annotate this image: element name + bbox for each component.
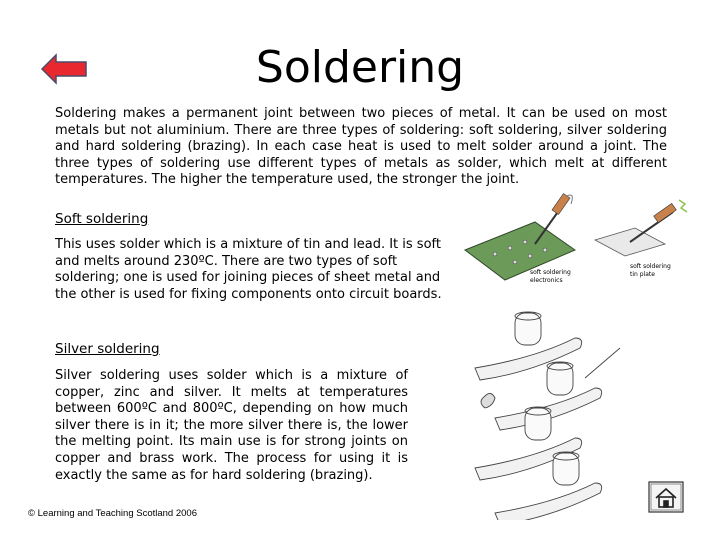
silver-soldering-illustration [455,308,655,520]
soft-label-2b: tin plate [630,271,655,278]
home-button[interactable] [648,481,684,513]
intro-paragraph: Soldering makes a permanent joint between two pieces of metal. It can be used on most metals but not aluminium. There are three types of soldering: soft soldering, silver soldering and hard soldering (brazing). In each case heat is used to melt solder around a joint. The three types of soldering use different types of metals as solder, which melt at different temperatures. The higher the temperature used, the stronger the joint. [55,106,667,188]
soft-label-1b: electronics [530,277,563,284]
soft-soldering-heading: Soft soldering [55,211,149,227]
copyright-notice: © Learning and Teaching Scotland 2006 [28,508,197,519]
soft-soldering-text: This uses solder which is a mixture of tin and lead. It is soft and melts around 230ºC. There are two types of soft soldering; one is used for joining pieces of sheet metal and the other is used for fixing components onto circuit boards. [55,237,442,302]
soft-label-1a: soft soldering [530,269,571,276]
silver-soldering-text: Silver soldering uses solder which is a mixture of copper, zinc and silver. It melts at temperatures between 600ºC and 800ºC, depending on how much silver there is in it; the more silver there is, the lower the melting point. Its main use is for strong joints on copper and brass work. The process for using it is exactly the same as for hard soldering (brazing). [55,368,408,483]
soft-soldering-illustration [455,192,695,292]
soft-label-2a: soft soldering [630,263,671,270]
page-title: Soldering [255,42,465,93]
silver-soldering-heading: Silver soldering [55,341,160,357]
